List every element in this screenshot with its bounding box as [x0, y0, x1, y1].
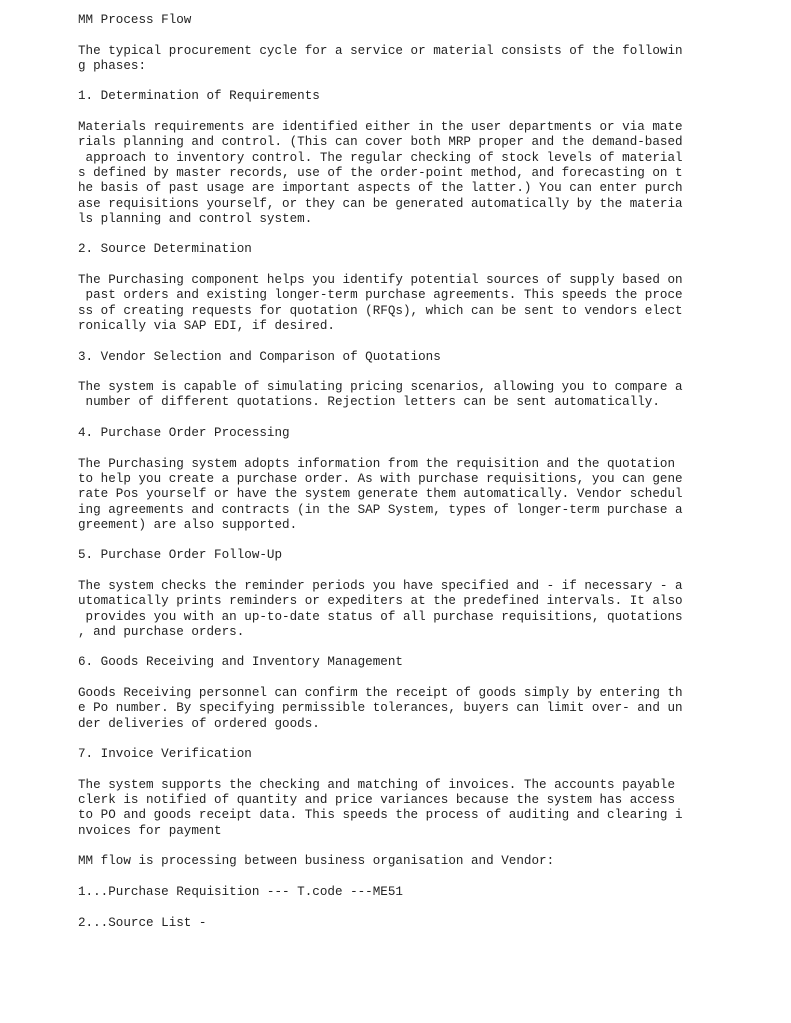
text-line: s defined by master records, use of the order-point method, and forecasting on t — [78, 165, 683, 180]
text-line: 2. Source Determination — [78, 242, 252, 257]
text-line: he basis of past usage are important aspects of the latter.) You can enter purch — [78, 181, 683, 196]
text-line: to help you create a purchase order. As with purchase requisitions, you can gene — [78, 471, 683, 486]
doc-title — [78, 13, 778, 28]
text-line: MM flow is processing between business organisation and Vendor: — [78, 854, 555, 869]
text-line: ing agreements and contracts (in the SAP System, types of longer-term purchase a — [78, 502, 683, 517]
text-line: to PO and goods receipt data. This speeds the process of auditing and clearing i — [78, 808, 683, 823]
intro-paragraph — [78, 44, 778, 75]
section-heading — [78, 242, 778, 257]
section-paragraph — [78, 273, 778, 334]
text-line: Materials requirements are identified either in the user departments or via mate — [78, 120, 683, 135]
text-line: g phases: — [78, 58, 147, 73]
text-line: The Purchasing component helps you identify potential sources of supply based on — [78, 273, 683, 288]
text-line: clerk is notified of quantity and price variances because the system has access — [78, 793, 676, 808]
text-line: 1. Determination of Requirements — [78, 89, 320, 104]
text-line: 2...Source List - — [78, 915, 207, 930]
text-line: rate Pos yourself or have the system generate them automatically. Vendor schedul — [78, 487, 683, 502]
section-paragraph — [78, 457, 778, 533]
text-line: approach to inventory control. The regular checking of stock levels of material — [78, 150, 683, 165]
text-line: The typical procurement cycle for a service or material consists of the followin — [78, 43, 683, 58]
text-line: ase requisitions yourself, or they can be generated automatically by the materia — [78, 196, 683, 211]
section-paragraph — [78, 120, 778, 227]
section-heading — [78, 426, 778, 441]
text-line: The system supports the checking and matching of invoices. The accounts payable — [78, 777, 676, 792]
text-line: ls planning and control system. — [78, 211, 313, 226]
text-line: MM Process Flow — [78, 13, 192, 27]
text-line: greement) are also supported. — [78, 517, 298, 532]
section-heading — [78, 89, 778, 104]
text-line: 6. Goods Receiving and Inventory Management — [78, 655, 403, 670]
section-paragraph — [78, 778, 778, 839]
section-heading — [78, 548, 778, 563]
text-line: The system is capable of simulating pricing scenarios, allowing you to compare a — [78, 380, 683, 395]
text-line: The system checks the reminder periods you have specified and - if necessary - a — [78, 578, 683, 593]
text-line: ronically via SAP EDI, if desired. — [78, 318, 335, 333]
text-line: 3. Vendor Selection and Comparison of Quotations — [78, 349, 441, 364]
text-line: 1...Purchase Requisition --- T.code ---ME51 — [78, 884, 403, 899]
text-line: der deliveries of ordered goods. — [78, 716, 320, 731]
flow-step — [78, 885, 778, 900]
text-line: past orders and existing longer-term purchase agreements. This speeds the proce — [78, 288, 683, 303]
text-line: ss of creating requests for quotation (RFQs), which can be sent to vendors elect — [78, 303, 683, 318]
text-line: nvoices for payment — [78, 823, 222, 838]
text-line: 4. Purchase Order Processing — [78, 426, 290, 441]
section-paragraph — [78, 579, 778, 640]
text-line: 7. Invoice Verification — [78, 747, 252, 762]
text-line: 5. Purchase Order Follow-Up — [78, 548, 283, 563]
text-line: e Po number. By specifying permissible tolerances, buyers can limit over- and un — [78, 701, 683, 716]
section-heading — [78, 747, 778, 762]
flow-step — [78, 916, 778, 931]
section-paragraph — [78, 380, 778, 411]
text-line: provides you with an up-to-date status of all purchase requisitions, quotations — [78, 609, 683, 624]
text-line: number of different quotations. Rejection letters can be sent automatically. — [78, 395, 660, 410]
document-body — [78, 13, 778, 946]
text-line: The Purchasing system adopts information from the requisition and the quotation — [78, 456, 676, 471]
text-line: Goods Receiving personnel can confirm the receipt of goods simply by entering th — [78, 686, 683, 701]
flow-intro — [78, 854, 778, 869]
section-heading — [78, 350, 778, 365]
text-line: , and purchase orders. — [78, 624, 245, 639]
section-heading — [78, 655, 778, 670]
text-line: utomatically prints reminders or expediters at the predefined intervals. It also — [78, 594, 683, 609]
text-line: rials planning and control. (This can cover both MRP proper and the demand-based — [78, 135, 683, 150]
section-paragraph — [78, 686, 778, 732]
